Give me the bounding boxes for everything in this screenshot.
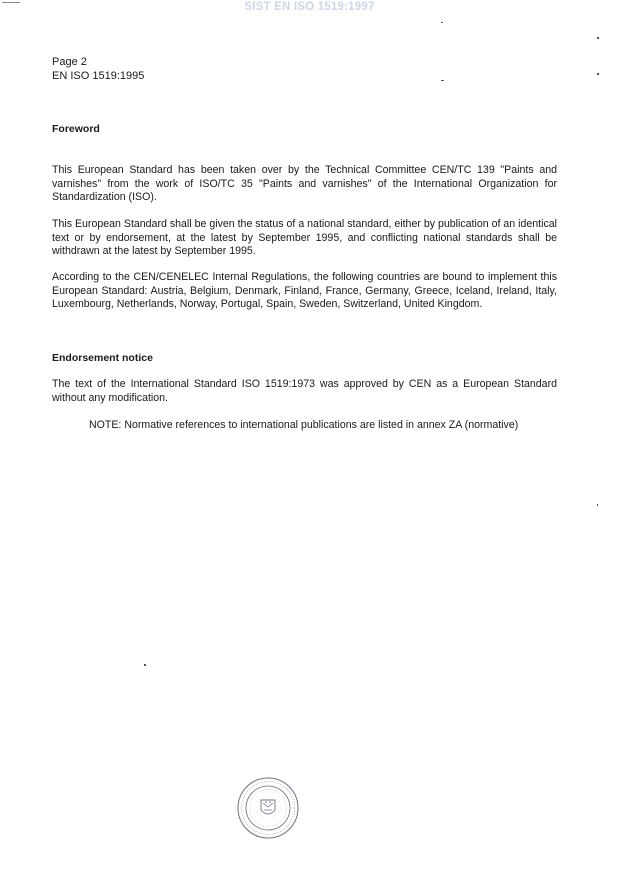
scan-artifact: [597, 37, 599, 39]
foreword-paragraph-1: This European Standard has been taken over by the Technical Committee CEN/TC 139 "Paints and varnishes" from the work of ISO/TC 35 "Paints and varnishes" of the International Organization for Standardization (ISO).: [52, 164, 557, 204]
scan-artifact: [597, 73, 599, 75]
scan-artifact: [144, 664, 146, 666]
standard-number: EN ISO 1519:1995: [52, 70, 145, 82]
foreword-paragraph-3: According to the CEN/CENELEC Internal Regulations, the following countries are bound to implement this European Standard: Austria, Belgium, Denmark, Finland, France, Germany, Greece, Iceland, Ireland, Italy, Luxembourg, Netherlands, Norway, Portugal, Spain, Sweden, Switzerland, United Kingdom.: [52, 271, 557, 311]
endorsement-heading: Endorsement notice: [52, 352, 153, 364]
scan-artifact: [597, 504, 598, 506]
scan-artifact: [441, 80, 444, 81]
foreword-paragraph-2: This European Standard shall be given the status of a national standard, either by publication of an identical text or by endorsement, at the latest by September 1995, and conflicting national standards shall be withdrawn at the latest by September 1995.: [52, 218, 557, 258]
page-number: Page 2: [52, 56, 87, 68]
watermark: SIST EN ISO 1519:1997: [244, 1, 375, 13]
endorsement-paragraph: The text of the International Standard ISO 1519:1973 was approved by CEN as a European Standard without any modification.: [52, 378, 557, 404]
official-seal-icon: [233, 776, 303, 840]
scan-artifact: [441, 22, 443, 23]
page-header: [52, 55, 144, 83]
scan-artifact: [2, 2, 20, 3]
foreword-heading: Foreword: [52, 123, 100, 135]
normative-note: NOTE: Normative references to international publications are listed in annex ZA (normative): [89, 419, 519, 431]
